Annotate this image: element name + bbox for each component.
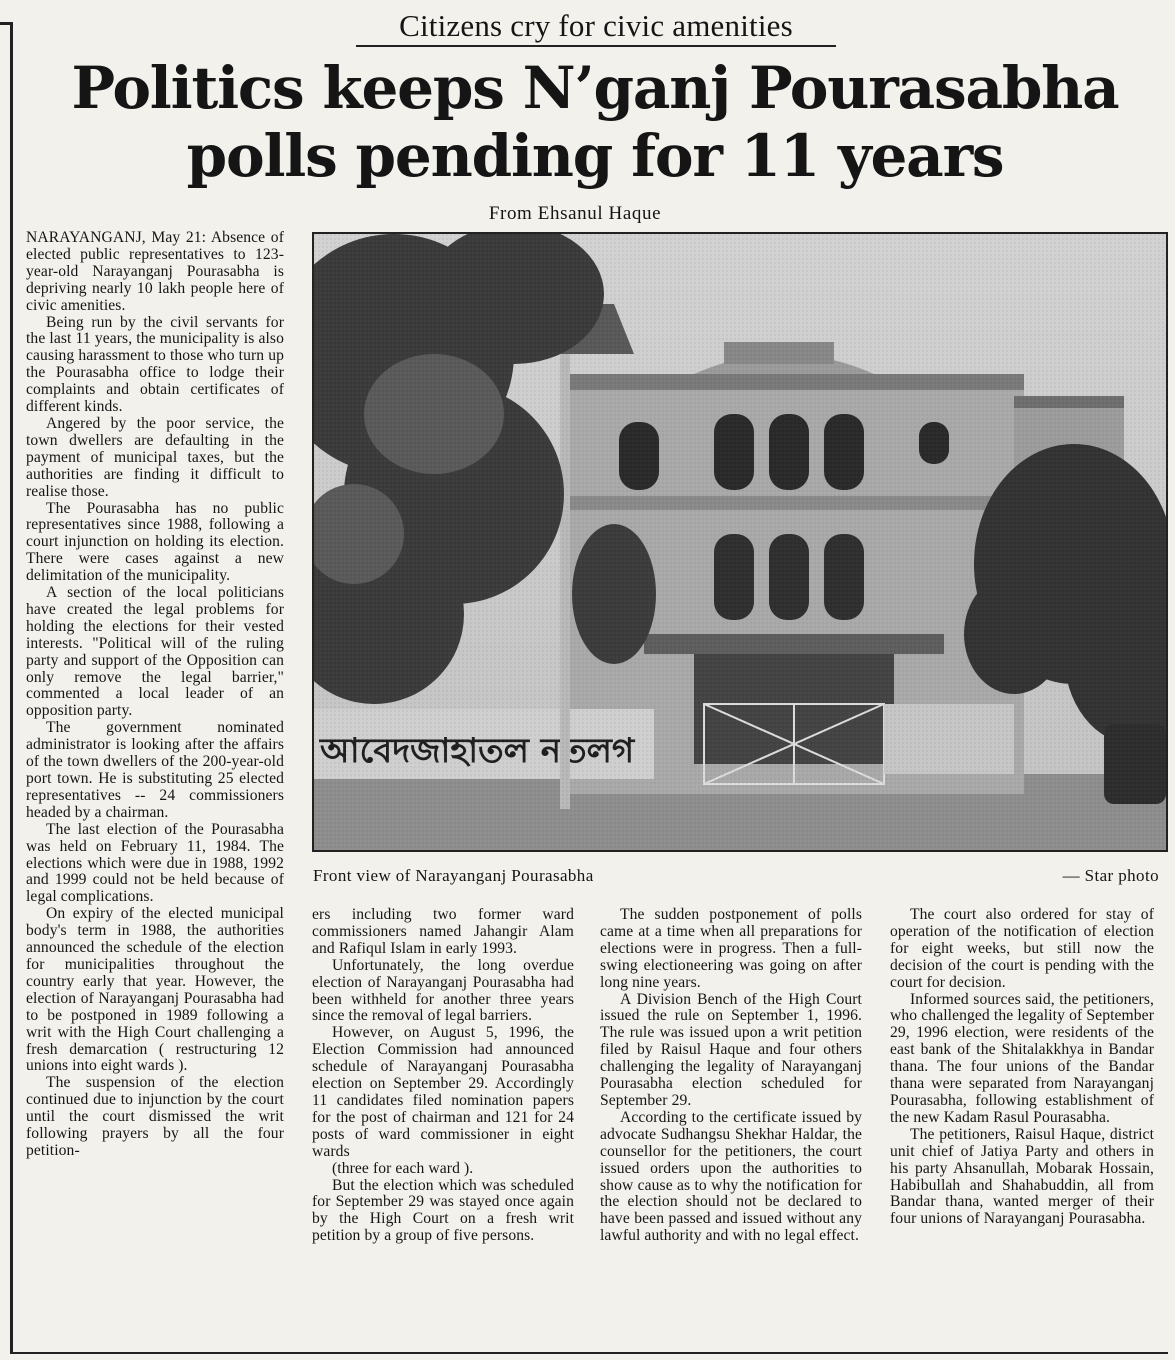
building-photo-illustration — [314, 234, 1166, 850]
article-paragraph: However, on August 5, 1996, the Election Commission had announced schedule of Narayanganj Pourasabha election on September 29. Accordingly 11 candidates filed nomination papers for the post of chairman and 121 for 24 posts of ward commissioner in eight wards — [312, 1024, 574, 1160]
article-column-2 — [312, 907, 574, 1245]
headline-line-2: polls pending for 11 years — [186, 122, 1004, 190]
article-paragraph: A section of the local politicians have created the legal problems for holding the elections for their vested interests. "Political will of the ruling party and support of the Opposition can only remove the legal barrier," commented a local leader of an opposition party. — [26, 584, 284, 720]
article-paragraph: The government nominated administrator is looking after the affairs of the town dwellers of the 200-year-old port town. He is substituting 25 elected representatives -- 24 commissioners headed by a chairman. — [26, 719, 284, 821]
article-paragraph: The court also ordered for stay of operation of the notification of election for eight weeks, but still now the decision of the court is pending with the court for decision. — [890, 906, 1154, 991]
article-paragraph: The petitioners, Raisul Haque, district unit chief of Jatiya Party and others in his party Ahsanullah, Mobarak Hossain, Habibullah and Shahabuddin, all from Bandar thana, wanted merger of their four unions of Narayanganj Pourasabha. — [890, 1125, 1154, 1228]
headline-line-1: Politics keeps N’ganj Pourasabha — [71, 54, 1119, 122]
photo-caption: Front view of Narayanganj Pourasabha — [313, 866, 594, 885]
article-paragraph: According to the certificate issued by advocate Sudhangsu Shekhar Haldar, the counsellor for the petitioners, the court issued orders upon the authorities to show cause as to why the notification for the election should not be declared to have been passed and issued without any lawful authority and with no legal effect. — [600, 1108, 862, 1245]
article-column-3 — [600, 907, 862, 1245]
article-paragraph: Unfortunately, the long overdue election of Narayanganj Pourasabha had been withheld for another three years since the removal of legal barriers. — [312, 956, 574, 1025]
article-column-4 — [890, 907, 1154, 1228]
front-view-photo — [312, 232, 1168, 852]
article-paragraph: Being run by the civil servants for the last 11 years, the municipality is also causing harassment to those who turn up the Pourasabha office to lodge their complaints and obtain certificates of different kinds. — [26, 313, 284, 416]
article-paragraph: The suspension of the election continued due to injunction by the court until the court dismissed the writ following prayers by all the four petition- — [26, 1074, 284, 1159]
kicker: Citizens cry for civic amenities — [356, 8, 836, 47]
article-paragraph: But the election which was scheduled for September 29 was stayed once again by the High Court on a fresh writ petition by a group of five persons. — [312, 1176, 574, 1245]
top-left-rule-tick — [0, 22, 13, 25]
byline: From Ehsanul Haque — [488, 203, 662, 224]
article-paragraph: (three for each ward ). — [332, 1159, 474, 1177]
article-paragraph: ers including two former ward commissioners named Jahangir Alam and Rafiqul Islam in early 1993. — [312, 906, 574, 957]
bottom-rule — [10, 1352, 1168, 1354]
article-paragraph: On expiry of the elected municipal body's term in 1988, the authorities announced the schedule of the election for municipalities throughout the country early that year. However, the election of Narayanganj Pourasabha had to be postponed in 1989 following a writ with the High Court challenging a fresh demarcation ( restructuring 12 unions into eight wards ). — [26, 905, 284, 1075]
article-paragraph: Informed sources said, the petitioners, who challenged the legality of September 29, 1996 election, were residents of the east bank of the Shitalakkhya in Bandar thana. The four unions of the Bandar thana were separated from Narayanganj Pourasabha, following establishment of the new Kadam Rasul Pourasabha. — [890, 990, 1154, 1126]
article-paragraph: NARAYANGANJ, May 21: Absence of elected public representatives to 123-year-old Narayanganj Pourasabha is depriving nearly 10 lakh people here of civic amenities. — [26, 229, 284, 314]
article-paragraph: The Pourasabha has no public representatives since 1988, following a court injunction on holding its election. There were cases against a new delimitation of the municipality. — [26, 499, 284, 585]
article-paragraph: The sudden postponement of polls came at a time when all preparations for elections were in progress. Then a full-swing electioneering was going on after long nine years. — [600, 906, 862, 991]
headline — [20, 54, 1170, 190]
article-paragraph: Angered by the poor service, the town dwellers are defaulting in the payment of municipal taxes, but the authorities are finding it difficult to realise those. — [26, 414, 284, 500]
photo-credit: — Star photo — [1062, 866, 1159, 885]
article-column-1 — [26, 230, 284, 1160]
article-paragraph: The last election of the Pourasabha was held on February 11, 1984. The elections which were due in 1988, 1992 and 1999 could not be held because of legal complications. — [26, 820, 284, 906]
article-paragraph: A Division Bench of the High Court issued the rule on September 1, 1996. The rule was issued upon a writ petition filed by Raisul Haque and four others challenging the legality of Narayanganj Pourasabha election scheduled for September 29. — [600, 990, 862, 1109]
